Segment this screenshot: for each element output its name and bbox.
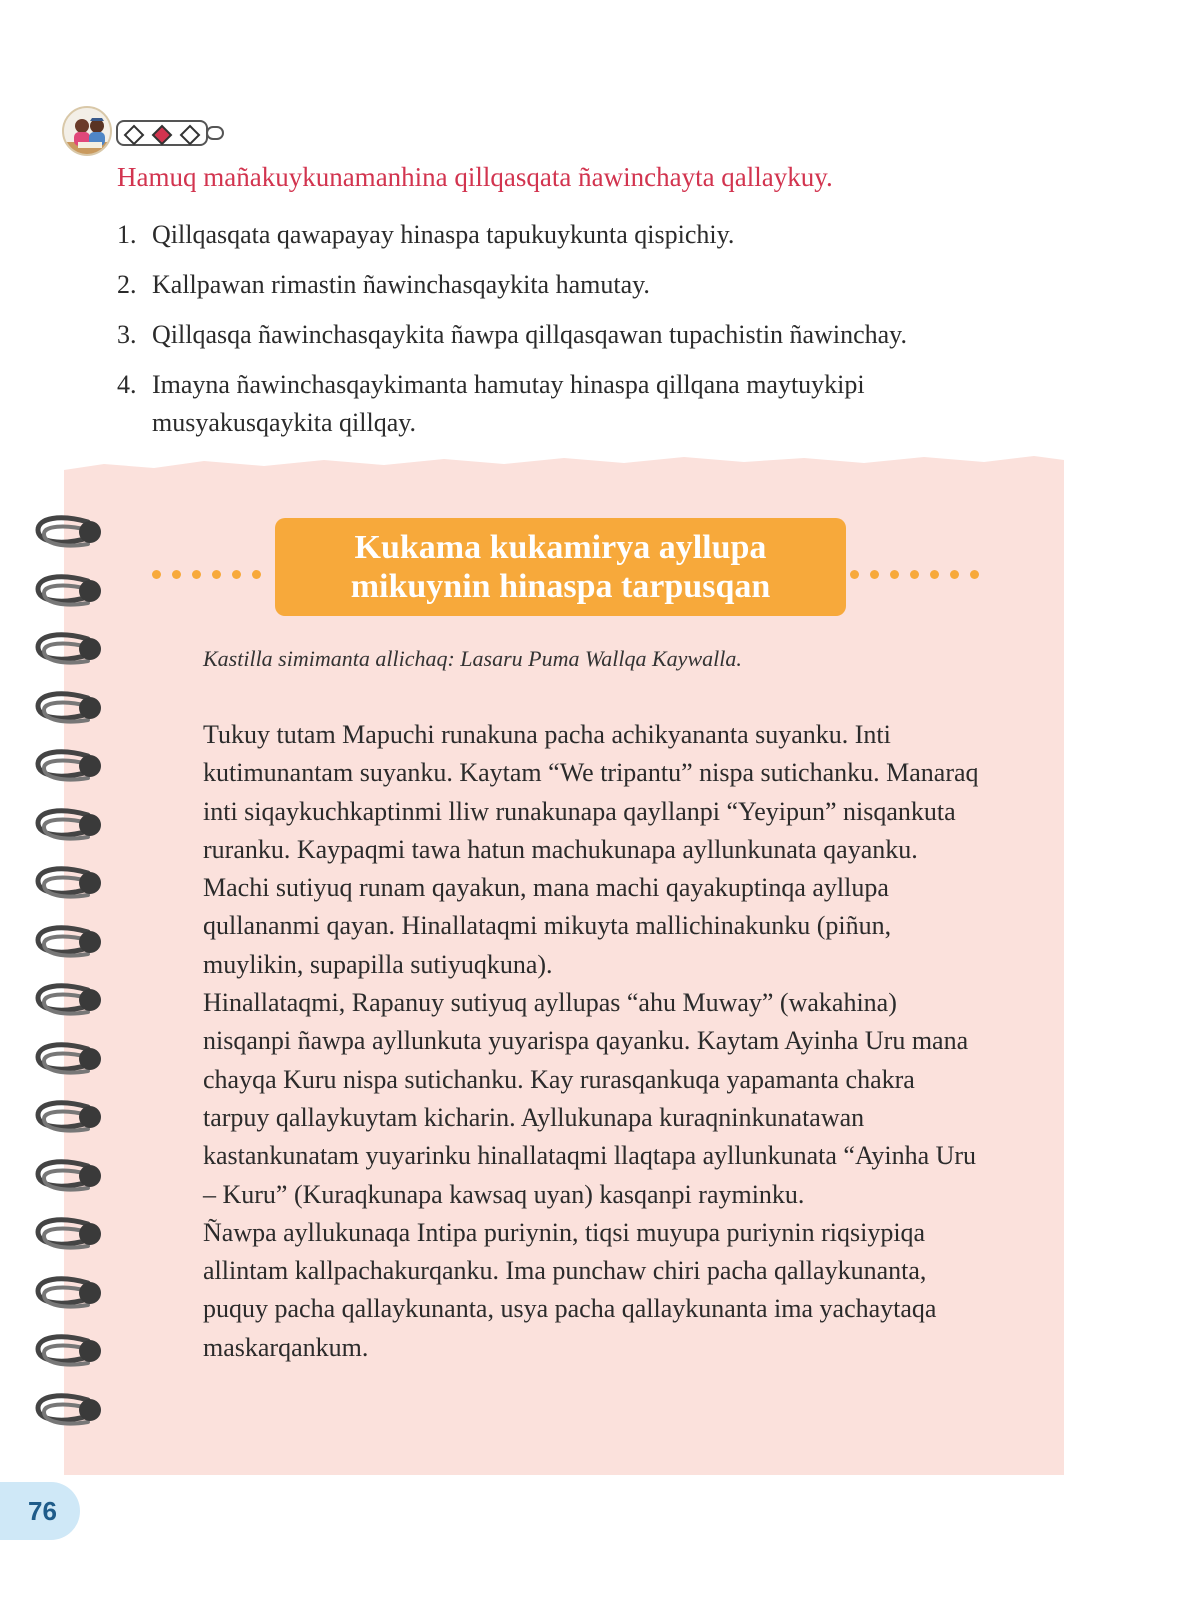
translator-credit: Kastilla simimanta allichaq: Lasaru Puma Wallqa Kaywalla. xyxy=(203,646,742,671)
spiral-ring-icon xyxy=(30,1273,120,1313)
step-text: Imayna ñawinchasqaykimanta hamutay hinaspa qillqana maytuykipi musyakusqaykita qillqay. xyxy=(152,370,865,437)
instruction-text: Hamuq mañakuykunamanhina qillqasqata ñawinchayta qallaykuy. xyxy=(117,162,833,192)
spiral-ring-icon xyxy=(30,1214,120,1254)
story-paragraph: Ñawpa ayllukunaqa Intipa puriynin, tiqsi muyupa puriynin riqsiypiqa allintam kallpachakurqanku. Ima punchaw chiri pacha qallaykunanta, puquy pacha qallaykunanta, usya pacha qallaykunanta ima yachaytaqa maskarqankum. xyxy=(203,1217,937,1362)
step-number: 1. xyxy=(117,220,137,249)
spiral-ring-icon xyxy=(30,1390,120,1430)
story-title xyxy=(275,518,846,616)
spiral-ring-icon xyxy=(30,863,120,903)
list-item xyxy=(117,316,1037,354)
spiral-ring-icon xyxy=(30,1331,120,1371)
step-text: Qillqasqa ñawinchasqaykita ñawpa qillqasqawan tupachistin ñawinchay. xyxy=(152,320,907,349)
story-paragraph: Tukuy tutam Mapuchi runakuna pacha achikyananta suyanku. Inti kutimunantam suyanku. Kaytam “We tripantu” nispa sutichanku. Manaraq inti siqaykuchkaptinmi lliw runakunapa qayllanpi “Yeyipun” nisqankuta ruranku. Kaypaqmi tawa hatun machukunapa ayllunkunata qayanku. Machi sutiyuq runam qayakun, mana machi qayakuptinqa ayllupa qullananmi qayan. Hinallataqmi mikuyta mallichinakunku (piñun, muylikin, supapilla sutiyuqkuna). xyxy=(203,720,979,979)
spiral-ring-icon xyxy=(30,746,120,786)
story-paragraph: Hinallataqmi, Rapanuy sutiyuq ayllupas “ahu Muway” (wakahina) nisqanpi ñawpa ayllunkuta yuyarispa qayanku. Kaytam Ayinha Uru mana chayqa Kuru nispa sutichanku. Kay rurasqankuqa yapamanta chakra tarpuy qallaykuytam kicharin. Ayllukunapa kuraqninkunatawan kastankunatam yuyarinku hinallataqmi llaqtapa ayllunkunata “Ayinha Uru – Kuru” (Kuraqkunapa kawsaq uyan) kasqanpi rayminku. xyxy=(203,988,977,1209)
spiral-ring-icon xyxy=(30,805,120,845)
list-item xyxy=(117,366,1037,442)
step-text: Kallpawan rimastin ñawinchasqaykita hamutay. xyxy=(152,270,650,299)
story-body xyxy=(203,716,983,1367)
story-title-line1: Kukama kukamirya ayllupa xyxy=(354,529,767,566)
step-number: 3. xyxy=(117,320,137,349)
step-number: 2. xyxy=(117,270,137,299)
spiral-ring-icon xyxy=(30,571,120,611)
step-number: 4. xyxy=(117,370,137,399)
steps-list xyxy=(117,216,1037,454)
page-number: 76 xyxy=(0,1482,80,1540)
spiral-ring-icon xyxy=(30,688,120,728)
activity-badge xyxy=(62,106,232,156)
spiral-ring-icon xyxy=(30,629,120,669)
title-dots-left xyxy=(152,566,272,578)
list-item xyxy=(117,266,1037,304)
story-title-line2: mikuynin hinaspa tarpusqan xyxy=(350,568,771,605)
spiral-ring-icon xyxy=(30,512,120,552)
pill-tail xyxy=(206,126,224,140)
step-text: Qillqasqata qawapayay hinaspa tapukuykunta qispichiy. xyxy=(152,220,735,249)
students-reading-icon xyxy=(62,106,112,156)
spiral-ring-icon xyxy=(30,1097,120,1137)
difficulty-indicator xyxy=(116,120,208,146)
spiral-ring-icon xyxy=(30,922,120,962)
spiral-binding xyxy=(30,512,120,1462)
spiral-ring-icon xyxy=(30,1039,120,1079)
spiral-ring-icon xyxy=(30,980,120,1020)
spiral-ring-icon xyxy=(30,1156,120,1196)
title-dots-right xyxy=(850,566,990,578)
list-item xyxy=(117,216,1037,254)
